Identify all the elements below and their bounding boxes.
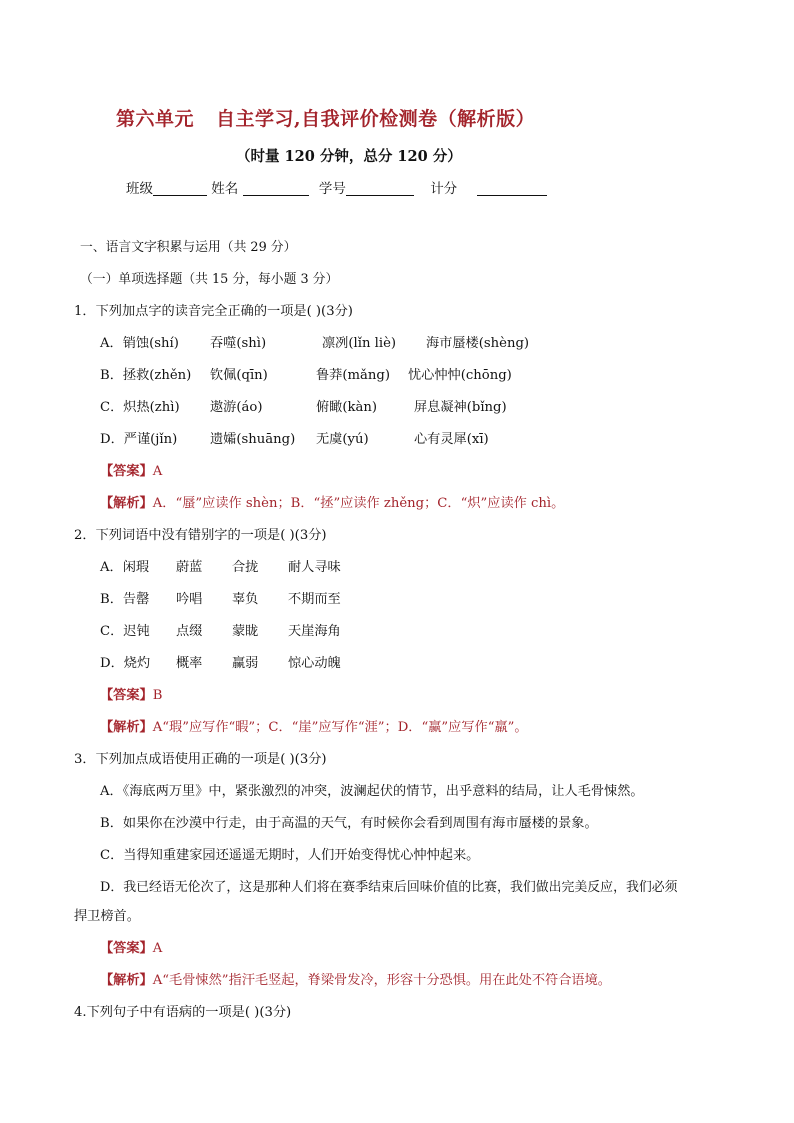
question-1-answer: 【答案】A	[100, 464, 163, 479]
question-3-option-d: D．我已经语无伦次了，这是那种人们将在赛季结束后回味价值的比赛，我们做出完美反应，我们必须	[100, 880, 678, 895]
question-3-analysis: 【解析】A“毛骨悚然”指汗毛竖起，脊梁骨发冷，形容十分恐惧。用在此处不符合语境。	[100, 973, 611, 988]
label-score: 计分	[430, 181, 458, 197]
blank-id[interactable]	[346, 181, 414, 196]
document-title	[116, 104, 535, 131]
label-id: 学号	[318, 181, 346, 197]
title-unit: 第六单元	[116, 108, 195, 130]
question-2-answer: 【答案】B	[100, 688, 163, 703]
question-3-option-a: A．《海底两万里》中，紧张激烈的冲突，波澜起伏的情节，出乎意料的结局，让人毛骨悚然。	[100, 784, 644, 799]
question-3-option-c: C．当得知重建家园还遥遥无期时，人们开始变得忧心忡忡起来。	[100, 848, 480, 863]
question-1-option-d: D．严谨(jǐn) 遗孀(shuāng) 无虞(yú) 心有灵犀(xī)	[100, 432, 489, 447]
question-1-option-b: B．拯救(zhěn) 钦佩(qīn) 鲁莽(mǎng) 忧心忡忡(chōng)	[100, 368, 512, 383]
blank-class[interactable]	[153, 181, 207, 196]
question-4-stem: 4.下列句子中有语病的一项是( )(3分)	[74, 1005, 292, 1020]
question-1-option-a: A．销蚀(shí) 吞噬(shì) 凛冽(lǐn liè) 海市蜃楼(shèng)	[100, 336, 530, 351]
subsection-heading: （一）单项选择题（共 15 分，每小题 3 分）	[80, 272, 339, 287]
question-2-analysis: 【解析】A“瑕”应写作“暇”；C．“崖”应写作“涯”；D．“赢”应写作“羸”。	[100, 720, 528, 735]
document-subtitle: （时量 120 分钟，总分 120 分）	[236, 148, 462, 165]
question-2-stem: 2．下列词语中没有错别字的一项是( )(3分)	[74, 528, 327, 543]
label-class: 班级	[126, 181, 153, 197]
question-1-option-c: C．炽热(zhì) 遨游(áo) 俯瞰(kàn) 屏息凝神(bǐng)	[100, 400, 507, 415]
question-3-stem: 3．下列加点成语使用正确的一项是( )(3分)	[74, 752, 327, 767]
question-1-analysis: 【解析】A．“蜃”应读作 shèn；B．“拯”应读作 zhěng；C．“炽”应读作 chì。	[100, 496, 565, 511]
blank-name[interactable]	[243, 181, 309, 196]
question-3-option-b: B．如果你在沙漠中行走，由于高温的天气，有时候你会看到周围有海市蜃楼的景象。	[100, 816, 598, 831]
blank-score[interactable]	[477, 181, 547, 196]
question-3-option-d-continued: 捍卫榜首。	[74, 909, 140, 924]
student-info-row	[126, 177, 547, 197]
section-heading: 一、语言文字积累与运用（共 29 分）	[80, 240, 297, 255]
question-1-stem: 1．下列加点字的读音完全正确的一项是( )(3分)	[74, 304, 353, 319]
label-name: 姓名	[211, 181, 239, 197]
question-2-option-c: C．迟钝 点缀 蒙眬 天崖海角	[100, 624, 341, 639]
question-2-option-a: A．闲瑕 蔚蓝 合拢 耐人寻味	[100, 560, 341, 575]
question-3-answer: 【答案】A	[100, 941, 163, 956]
question-2-option-d: D．烧灼 概率 赢弱 惊心动魄	[100, 656, 341, 671]
title-main: 自主学习,自我评价检测卷（解析版）	[216, 108, 536, 130]
question-2-option-b: B．告罄 吟唱 辜负 不期而至	[100, 592, 341, 607]
